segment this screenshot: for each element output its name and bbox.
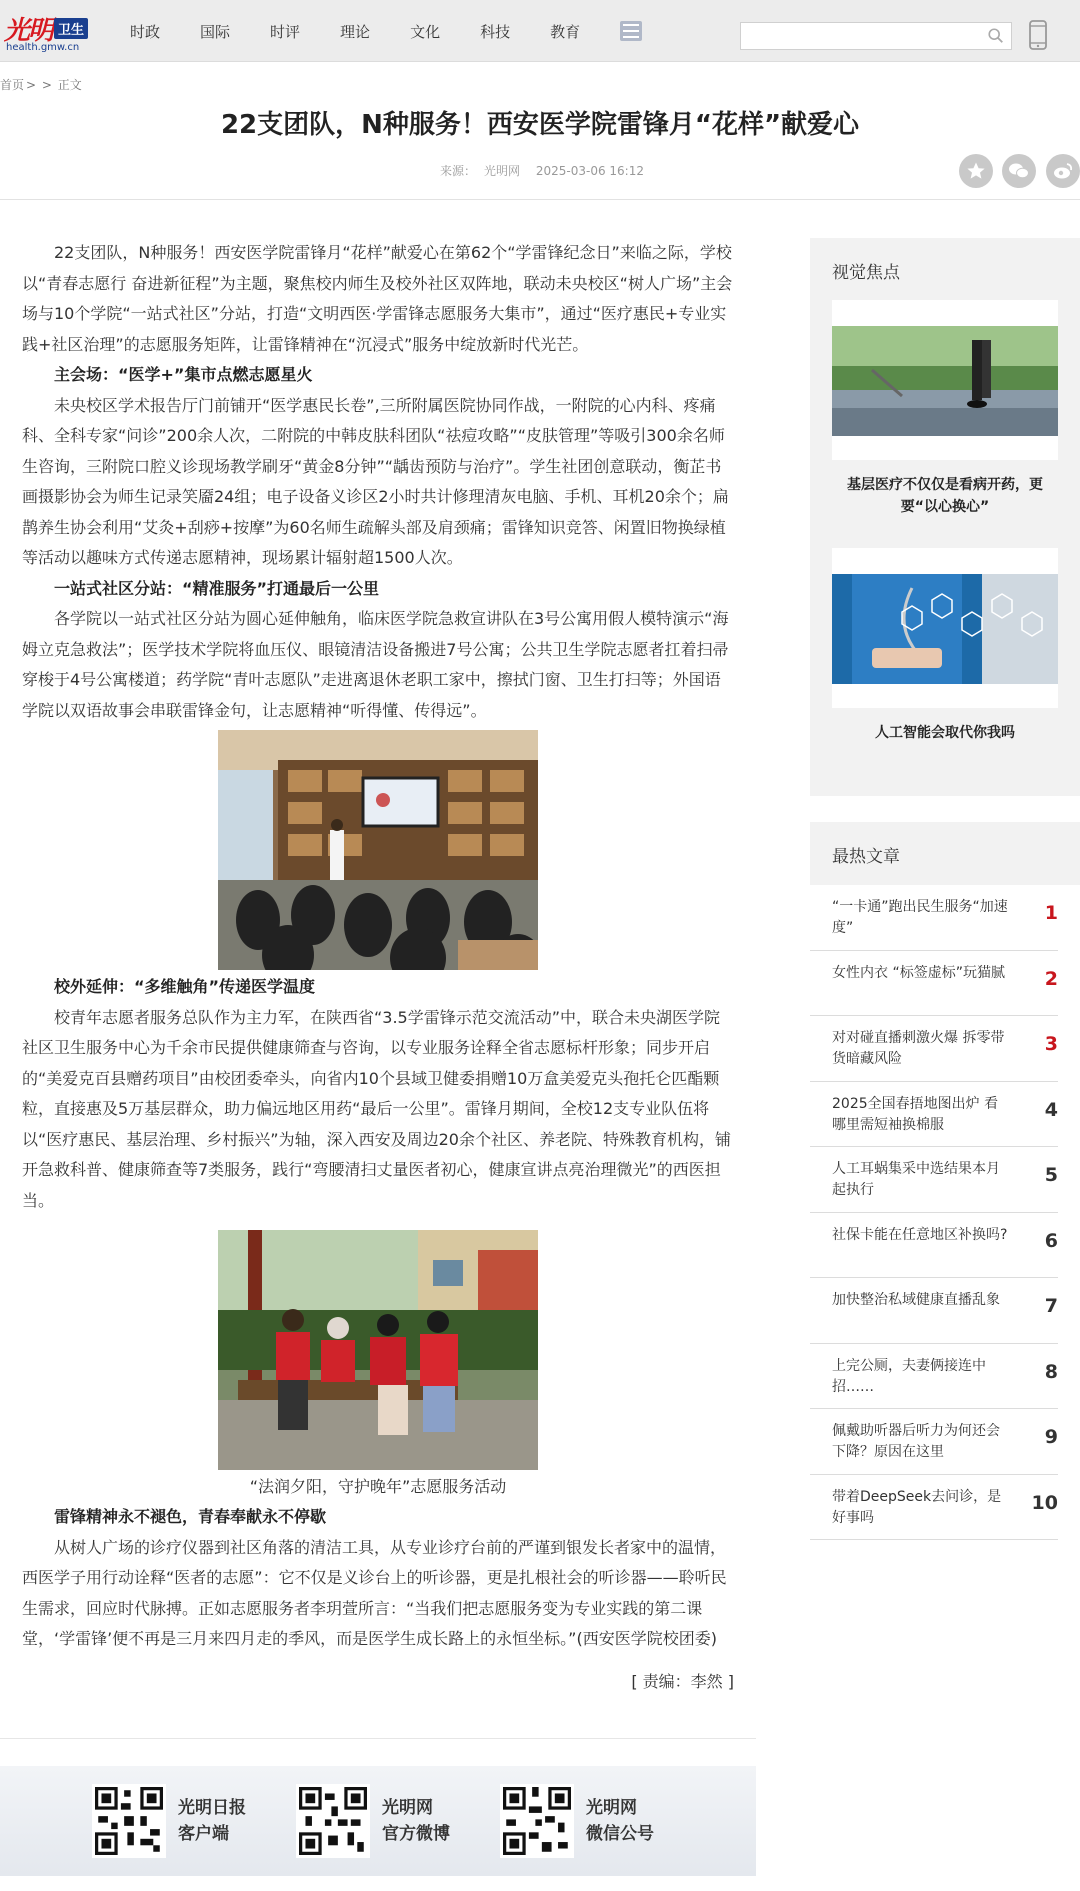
article-paragraph: 22支团队，N种服务！西安医学院雷锋月“花样”献爱心在第62个“学雷锋纪念日”来临之际，学校以“青春志愿行 奋进新征程”为主题，聚焦校内师生及校外社区双阵地，联动未央校区“树人广场”主会场与10个学院“一站式社区”分站，打造“文明西医·学雷锋志愿服务大集市”，通过“医疗惠民+专业实践+社区治理”的志愿服务矩阵，让雷锋精神在“沉浸式”服务中绽放新时代光芒。 bbox=[22, 243, 733, 354]
article-subheading: 雷锋精神永不褪色，青春奉献永不停歇 bbox=[54, 1507, 327, 1526]
nav-item-commentary[interactable]: 时评 bbox=[270, 22, 301, 41]
article-subheading: 主会场：“医学+”集市点燃志愿星火 bbox=[54, 365, 313, 384]
article-paragraph: 各学院以一站式社区分站为圆心延伸触角，临床医学院急救宣讲队在3号公寓用假人模特演示“海姆立克急救法”；医学技术学院将血压仪、眼镜清洁设备搬进7号公寓；公共卫生学院志愿者扛着扫帚穿梭于4号公寓楼道；药学院“青叶志愿队”走进离退休老职工家中，擦拭门窗、卫生打扫等；外国语学院以双语故事会串联雷锋金句，让志愿精神“听得懂、传得远”。 bbox=[22, 609, 729, 720]
responsible-editor: [ 责编：李然 ] bbox=[631, 1671, 734, 1691]
qr-label-line2: 客户端 bbox=[178, 1824, 229, 1844]
qr-label-line2: 微信公号 bbox=[586, 1824, 654, 1844]
list-item[interactable] bbox=[810, 1344, 1058, 1410]
rank-number: 2 bbox=[1044, 967, 1058, 990]
article-paragraph: 未央校区学术报告厅门前铺开“医学惠民长卷”,三所附属医院协同作战，一附院的心内科、疼痛科、全科专家“问诊”200余人次，二附院的中韩皮肤科团队“祛痘攻略”“皮肤管理”等吸引300余名师生咨询，三附院口腔义诊现场教学刷牙“黄金8分钟”“龋齿预防与治疗”。学生社团创意联动，衡芷书画摄影协会为师生记录笑靥24组；电子设备义诊区2小时共计修理清灰电脑、手机、耳机20余个；扁鹊养生协会利用“艾灸+刮痧+按摩”为60名师生疏解头部及肩颈痛；雷锋知识竞答、闲置旧物换绿植等活动以趣味方式传递志愿精神，现场累计辐射超1500人次。 bbox=[22, 395, 729, 567]
qr-label-line2: 官方微博 bbox=[382, 1824, 450, 1844]
source-label-text: 来源： bbox=[440, 164, 477, 178]
top-navbar bbox=[0, 0, 1080, 62]
weibo-icon bbox=[1052, 162, 1074, 180]
hot-articles-list bbox=[810, 885, 1058, 1540]
rank-number: 10 bbox=[1031, 1491, 1058, 1514]
sidebar-section-title: 最热文章 bbox=[832, 847, 900, 867]
list-item[interactable] bbox=[810, 885, 1058, 951]
article-title: 22支团队，N种服务！西安医学院雷锋月“花样”献爱心 bbox=[220, 110, 860, 140]
rank-number: 5 bbox=[1044, 1164, 1058, 1186]
article-body bbox=[22, 238, 734, 1697]
focus-caption[interactable]: 人工智能会取代你我吗 bbox=[875, 725, 1015, 741]
search-input[interactable] bbox=[740, 22, 1012, 50]
list-item[interactable] bbox=[810, 1278, 1058, 1344]
focus-caption[interactable]: 基层医疗不仅仅是看病开药，更要“以心换心” bbox=[847, 477, 1043, 515]
article-paragraph: 从树人广场的诊疗仪器到社区角落的清洁工具，从专业诊疗台前的严谨到银发长者家中的温情，西医学子用行动诠释“医者的志愿”：它不仅是义诊台上的听诊器，更是扎根社会的听诊器——聆听民生需求，回应时代脉搏。正如志愿服务者李玥萱所言：“当我们把志愿服务变为专业实践的第二课堂，‘学雷锋’便不再是三月来四月走的季风，而是医学生成长路上的永恒坐标。”(西安医学院校团委) bbox=[22, 1537, 727, 1648]
breadcrumb-home[interactable]: 首页 bbox=[0, 78, 25, 92]
logo-text: 光明 bbox=[4, 16, 53, 46]
list-item[interactable] bbox=[810, 951, 1058, 1017]
hot-item-title[interactable]: 加快整治私域健康直播乱象 bbox=[832, 1292, 1000, 1308]
nav-item-theory[interactable]: 理论 bbox=[340, 22, 371, 41]
favorite-button[interactable] bbox=[959, 154, 993, 188]
focus-item[interactable] bbox=[832, 548, 1058, 796]
footer-qr-bar bbox=[0, 1766, 756, 1876]
qr-block-wechat[interactable] bbox=[500, 1784, 654, 1858]
hot-item-title[interactable]: “一卡通”跑出民生服务“加速度” bbox=[832, 899, 1008, 936]
qr-label-line1: 光明日报 bbox=[178, 1798, 246, 1818]
nav-item-education[interactable]: 教育 bbox=[550, 22, 581, 41]
article-meta bbox=[0, 162, 1080, 179]
rank-number: 7 bbox=[1044, 1295, 1058, 1317]
weibo-share-button[interactable] bbox=[1046, 154, 1080, 188]
source-name: 光明网 bbox=[484, 164, 521, 178]
footer-divider bbox=[0, 1738, 756, 1739]
article-paragraph: 校青年志愿者服务总队作为主力军，在陕西省“3.5学雷锋示范交流活动”中，联合未央湖医学院社区卫生服务中心为千余市民提供健康筛查与咨询，以专业服务诠释全省志愿标杆形象；同步开启的“美爱克百县赠药项目”由校团委牵头，向省内10个县域卫健委捐赠10万盒美爱克头孢托仑匹酯颗粒，直接惠及5万基层群众，助力偏远地区用药“最后一公里”。雷锋月期间，全校12支专业队伍将以“医疗惠民、基层治理、乡村振兴”为轴，深入西安及周边20余个社区、养老院、特殊教育机构，铺开急救科普、健康筛查等7类服务，践行“弯腰清扫丈量医者初心，健康宣讲点亮治理微光”的西医担当。 bbox=[22, 1007, 731, 1210]
hot-item-title[interactable]: 上完公厕，夫妻俩接连中招…… bbox=[832, 1357, 986, 1395]
sidebar-hot-header bbox=[810, 822, 1080, 885]
title-divider bbox=[0, 199, 1080, 200]
rank-number: 9 bbox=[1044, 1426, 1058, 1448]
hot-item-title[interactable]: 佩戴助听器后听力为何还会下降？原因在这里 bbox=[832, 1423, 1000, 1460]
hot-item-title[interactable]: 对对碰直播刺激火爆 拆零带货暗藏风险 bbox=[832, 1030, 1005, 1067]
wechat-icon bbox=[1008, 162, 1030, 180]
article-photo-volunteers bbox=[218, 1230, 538, 1470]
rank-number: 4 bbox=[1044, 1098, 1058, 1121]
focus-item[interactable] bbox=[832, 300, 1058, 548]
qr-label-line1: 光明网 bbox=[382, 1798, 433, 1818]
focus-image-jogging[interactable] bbox=[832, 300, 1058, 460]
list-item[interactable] bbox=[810, 1016, 1058, 1082]
logo-badge: 卫生 bbox=[54, 18, 88, 39]
article-subheading: 一站式社区分站：“精准服务”打通最后一公里 bbox=[54, 578, 380, 598]
list-item[interactable] bbox=[810, 1082, 1058, 1148]
list-item[interactable] bbox=[810, 1409, 1058, 1475]
list-item[interactable] bbox=[810, 1147, 1058, 1213]
focus-image-ai-doctor[interactable] bbox=[832, 548, 1058, 708]
qr-label-line1: 光明网 bbox=[586, 1798, 637, 1818]
breadcrumb bbox=[0, 76, 84, 93]
site-logo[interactable] bbox=[4, 10, 92, 56]
source-label bbox=[436, 164, 524, 178]
photo-caption: “法润夕阳，守护晚年”志愿服务活动 bbox=[249, 1477, 507, 1496]
hot-item-title[interactable]: 女性内衣 “标签虚标”玩猫腻 bbox=[832, 964, 1005, 981]
hot-item-title[interactable]: 2025全国春捂地图出炉 看哪里需短袖换棉服 bbox=[832, 1095, 999, 1133]
rank-number: 8 bbox=[1044, 1360, 1058, 1383]
article-subheading: 校外延伸：“多维触角”传递医学温度 bbox=[54, 977, 316, 996]
sidebar-visual-focus bbox=[810, 238, 1080, 796]
qr-code-icon bbox=[296, 1784, 370, 1858]
rank-number: 6 bbox=[1044, 1229, 1058, 1252]
qr-block-weibo[interactable] bbox=[296, 1784, 450, 1858]
qr-block-app[interactable] bbox=[92, 1784, 246, 1858]
hot-item-title[interactable]: 人工耳蜗集采中选结果本月起执行 bbox=[832, 1161, 1000, 1198]
rank-number: 3 bbox=[1044, 1033, 1058, 1055]
breadcrumb-separator: > bbox=[41, 78, 52, 92]
nav-item-culture[interactable]: 文化 bbox=[410, 22, 441, 41]
nav-item-international[interactable]: 国际 bbox=[200, 22, 231, 41]
article-photo-lecture bbox=[218, 730, 538, 970]
main-nav bbox=[130, 0, 642, 62]
qr-code-icon bbox=[500, 1784, 574, 1858]
list-item[interactable] bbox=[810, 1213, 1058, 1279]
qr-code-icon bbox=[92, 1784, 166, 1858]
breadcrumb-separator: > bbox=[26, 78, 37, 92]
list-item[interactable] bbox=[810, 1475, 1058, 1541]
star-icon bbox=[966, 161, 986, 181]
sidebar-section-title: 视觉焦点 bbox=[832, 263, 900, 283]
publish-datetime: 2025-03-06 16:12 bbox=[535, 164, 644, 178]
nav-item-politics[interactable]: 时政 bbox=[130, 22, 161, 41]
nav-item-tech[interactable]: 科技 bbox=[480, 22, 511, 41]
hot-item-title[interactable]: 带着DeepSeek去问诊，是好事吗 bbox=[832, 1488, 1002, 1526]
mobile-phone-icon[interactable] bbox=[1027, 20, 1049, 50]
wechat-share-button[interactable] bbox=[1002, 154, 1036, 188]
hot-item-title[interactable]: 社保卡能在任意地区补换吗? bbox=[832, 1226, 1008, 1243]
logo-url: health.gmw.cn bbox=[6, 42, 80, 53]
nav-more-menu-icon[interactable] bbox=[620, 21, 642, 41]
search-icon[interactable] bbox=[987, 27, 1005, 45]
breadcrumb-current: 正文 bbox=[57, 78, 82, 92]
rank-number: 1 bbox=[1044, 902, 1058, 924]
